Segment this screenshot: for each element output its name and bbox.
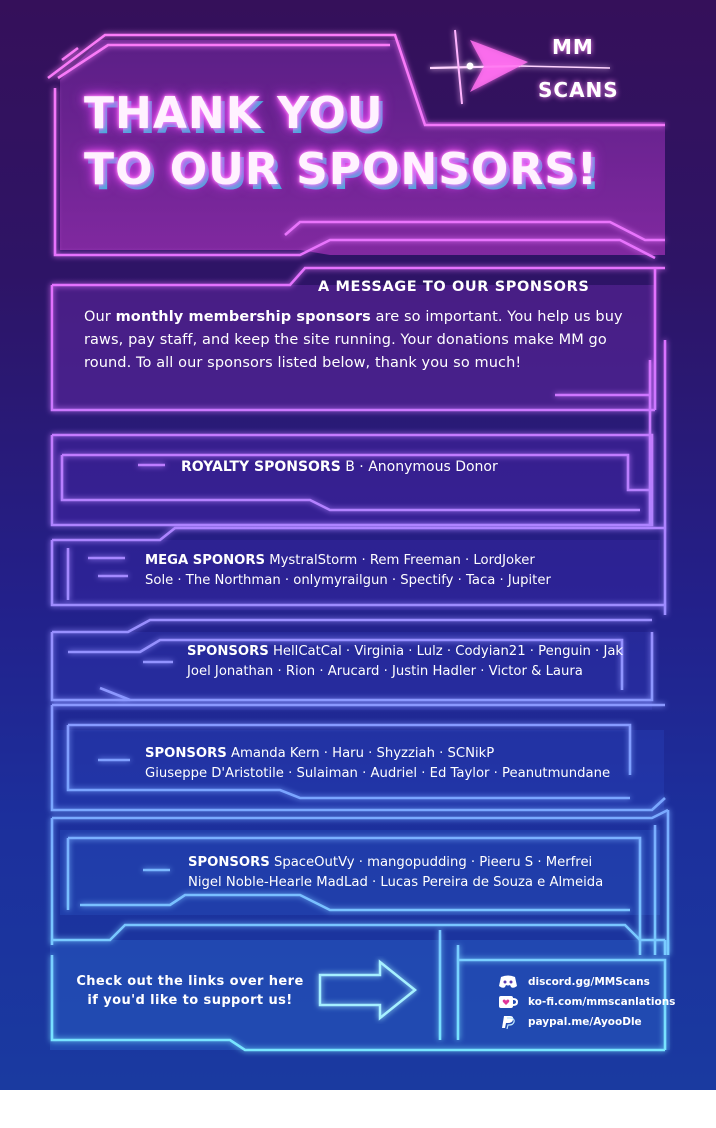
sponsors1-names-1: HellCatCal · Virginia · Lulz · Codyian21 · Penguin · Jak [268,644,624,659]
royalty-sponsors [181,457,498,477]
message-body [84,306,644,375]
discord-icon [498,975,518,989]
sponsors-group-2 [145,744,610,784]
kofi-icon [498,995,518,1009]
paypal-icon [498,1015,518,1029]
title-line-1: THANK YOU [84,88,384,139]
message-text-start: Our [84,309,116,325]
paypal-link[interactable] [498,1012,675,1032]
royalty-label: ROYALTY SPONSORS [181,459,341,475]
sponsors3-names-2: Nigel Noble-Hearle MadLad · Lucas Pereira de Souza e Almeida [188,875,604,890]
cta-line-2: if you'd like to support us! [87,993,293,1008]
mega-label: MEGA SPONORS [145,553,266,568]
support-links [498,972,675,1032]
mega-names-2: Sole · The Northman · onlymyrailgun · Spectify · Taca · Jupiter [145,573,551,588]
discord-link-text: discord.gg/MMScans [528,976,650,988]
sponsors3-label: SPONSORS [188,855,270,870]
message-text-end: are so important. You help us buy raws, pay staff, and keep the site running. Your donations make MM go round. To all our sponsors listed below, thank you so much! [84,309,623,371]
support-cta [70,972,310,1010]
sponsors1-names-2: Joel Jonathan · Rion · Arucard · Justin Hadler · Victor & Laura [187,664,583,679]
sponsors2-label: SPONSORS [145,746,227,761]
cta-line-1: Check out the links over here [76,974,304,989]
royalty-panel [54,435,652,525]
royalty-names: B · Anonymous Donor [340,459,498,475]
sponsors2-names-2: Giuseppe D'Aristotile · Sulaiman · Audriel · Ed Taylor · Peanutmundane [145,766,611,781]
message-heading: A MESSAGE TO OUR SPONSORS [318,279,590,295]
kofi-link-text: ko-fi.com/mmscanlations [528,996,676,1008]
sponsors-group-1 [187,642,623,682]
mega-names-1: MystralStorm · Rem Freeman · LordJoker [265,553,535,568]
paypal-link-text: paypal.me/AyooDle [528,1016,642,1028]
logo-scans: SCANS [538,78,619,102]
message-text-bold: monthly membership sponsors [115,309,371,325]
sponsors-group-3 [188,853,603,893]
logo-mm: MM [552,35,594,59]
sponsors3-names-1: SpaceOutVy · mangopudding · Pieeru S · Merfrei [269,855,593,870]
title-line-2: TO OUR SPONSORS! [84,144,598,195]
kofi-link[interactable] [498,992,675,1012]
discord-link[interactable] [498,972,675,992]
sponsors2-names-1: Amanda Kern · Haru · Shyzziah · SCNikP [226,746,495,761]
mega-sponsors [145,551,551,591]
sponsors1-label: SPONSORS [187,644,269,659]
